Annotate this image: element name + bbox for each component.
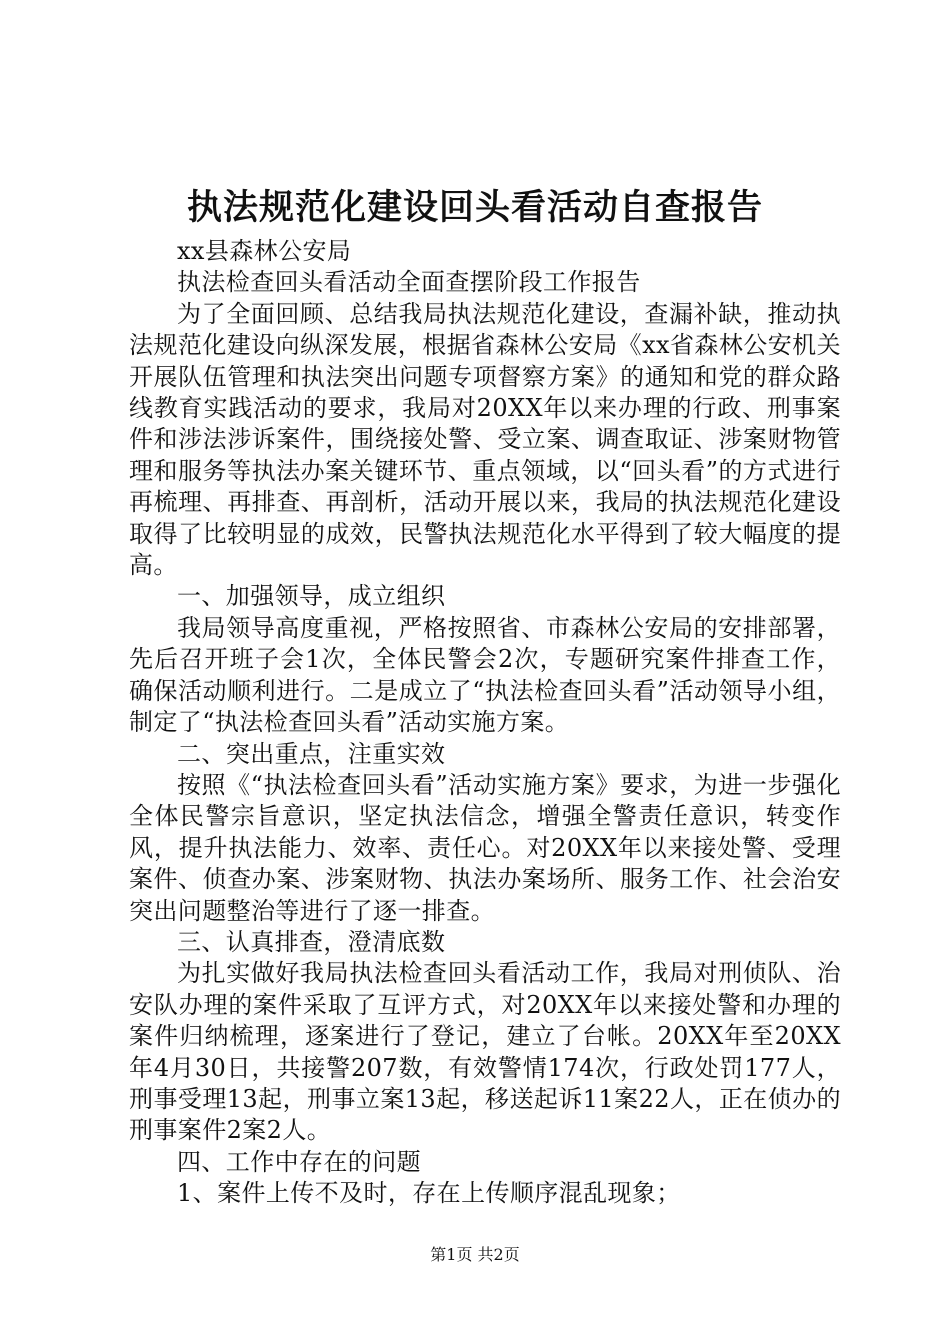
document-title: 执法规范化建设回头看活动自查报告 — [186, 187, 763, 228]
page-footer: 第1页 共2页 — [430, 1245, 520, 1264]
section-heading-1: 一、加强领导，成立组织 — [177, 582, 446, 611]
paragraph-section-1: 我局领导高度重视，严格按照省、市森林公安局的安排部署，先后召开班子会1次，全体民警会2次，专题研究案件排查工作，确保活动顺利进行。二是成立了“执法检查回头看”活动领导小组，制定了“执法检查回头看”活动实施方案。 — [129, 613, 841, 737]
document-body — [129, 236, 841, 1210]
paragraph-issue-1: 1、案件上传不及时，存在上传顺序混乱现象； — [177, 1179, 681, 1208]
paragraph-intro: 为了全面回顾、总结我局执法规范化建设，查漏补缺，推动执法规范化建设向纵深发展，根据省森林公安局《xx省森林公安机关开展队伍管理和执法突出问题专项督察方案》的通知和党的群众路线教育实践活动的要求，我局对20XX年以来办理的行政、刑事案件和涉法涉诉案件，围绕接处警、受立案、调查取证、涉案财物管理和服务等执法办案关键环节、重点领域，以“回头看”的方式进行再梳理、再排查、再剖析，活动开展以来，我局的执法规范化建设取得了比较明显的成效，民警执法规范化水平得到了较大幅度的提高。 — [129, 299, 841, 580]
section-heading-3: 三、认真排查，澄清底数 — [177, 927, 446, 956]
paragraph-section-3: 为扎实做好我局执法检查回头看活动工作，我局对刑侦队、治安队办理的案件采取了互评方式，对20XX年以来接处警和办理的案件归纳梳理，逐案进行了登记，建立了台帐。20XX年至20XX年4月30日，共接警207数，有效警情174次，行政处罚177人，刑事受理13起，刑事立案13起，移送起诉11案22人，正在侦办的刑事案件2案2人。 — [129, 959, 841, 1145]
paragraph-organization: xx县森林公安局 — [177, 237, 352, 265]
section-heading-4: 四、工作中存在的问题 — [177, 1147, 421, 1176]
section-heading-2: 二、突出重点，注重实效 — [177, 739, 446, 768]
paragraph-section-2: 按照《“执法检查回头看”活动实施方案》要求，为进一步强化全体民警宗旨意识，坚定执法信念，增强全警责任意识，转变作风，提升执法能力、效率、责任心。对20XX年以来接处警、受理案件、侦查办案、涉案财物、执法办案场所、服务工作、社会治安突出问题整治等进行了逐一排查。 — [129, 770, 841, 925]
paragraph-subtitle: 执法检查回头看活动全面查摆阶段工作报告 — [177, 268, 641, 297]
